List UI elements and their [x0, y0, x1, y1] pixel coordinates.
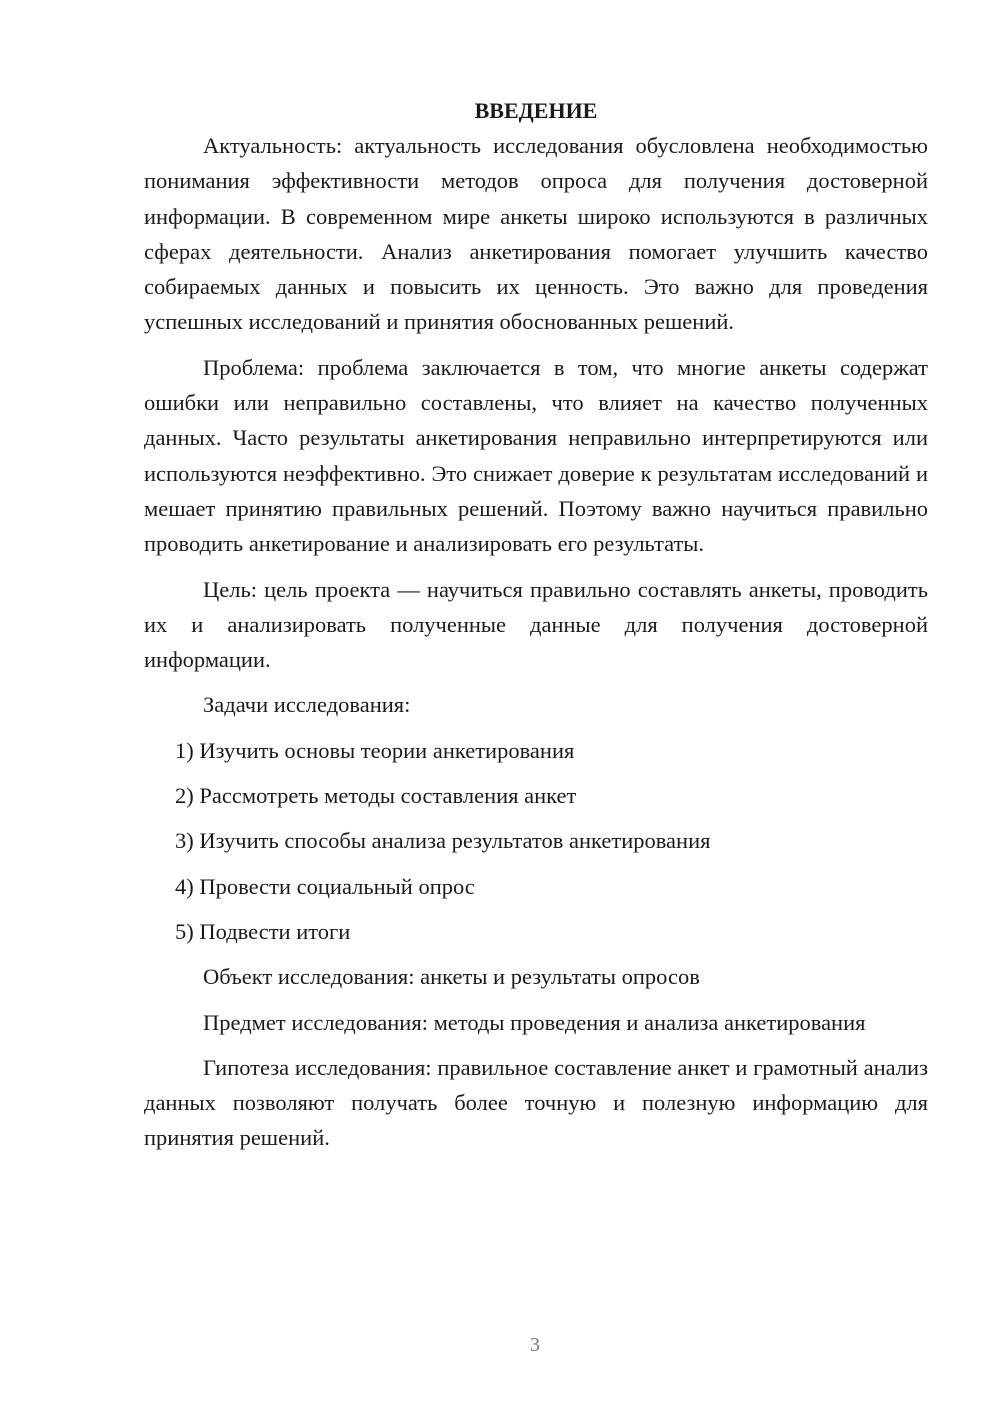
task-item: 4) Провести социальный опрос — [175, 873, 475, 899]
hypothesis-paragraph: Гипотеза исследования: правильное составление анкет и грамотный анализ данных позволяют получать более точную и полезную информацию для принятия решений. — [144, 1054, 928, 1151]
task-item: 3) Изучить способы анализа результатов анкетирования — [175, 828, 711, 854]
task-item: 5) Подвести итоги — [175, 918, 351, 944]
task-item: 1) Изучить основы теории анкетирования — [175, 737, 575, 763]
object-paragraph: Объект исследования: анкеты и результаты опросов — [203, 964, 700, 990]
goal-paragraph: Цель: цель проекта — научиться правильно составлять анкеты, проводить их и анализировать полученные данные для получения достоверной информации. — [144, 576, 928, 673]
section-title: ВВЕДЕНИЕ — [474, 98, 598, 123]
relevance-paragraph: Актуальность: актуальность исследования обусловлена необходимостью понимания эффективности методов опроса для получения достоверной информации. В современном мире анкеты широко используются в различных сферах деятельности. Анализ анкетирования помогает улучшить качество собираемых данных и повысить их ценность. Это важно для проведения успешных исследований и принятия обоснованных решений. — [144, 133, 928, 335]
problem-paragraph: Проблема: проблема заключается в том, что многие анкеты содержат ошибки или неправильно составлены, что влияет на качество полученных данных. Часто результаты анкетирования неправильно интерпретируются или используются неэффективно. Это снижает доверие к результатам исследований и мешает принятию правильных решений. Поэтому важно научиться правильно проводить анкетирование и анализировать его результаты. — [144, 354, 928, 557]
tasks-heading: Задачи исследования: — [203, 692, 411, 718]
page-number: 3 — [530, 1334, 540, 1356]
subject-paragraph: Предмет исследования: методы проведения и анализа анкетирования — [203, 1009, 866, 1035]
document-page — [144, 94, 928, 1156]
task-item: 2) Рассмотреть методы составления анкет — [175, 783, 577, 809]
tasks-list — [144, 733, 928, 949]
